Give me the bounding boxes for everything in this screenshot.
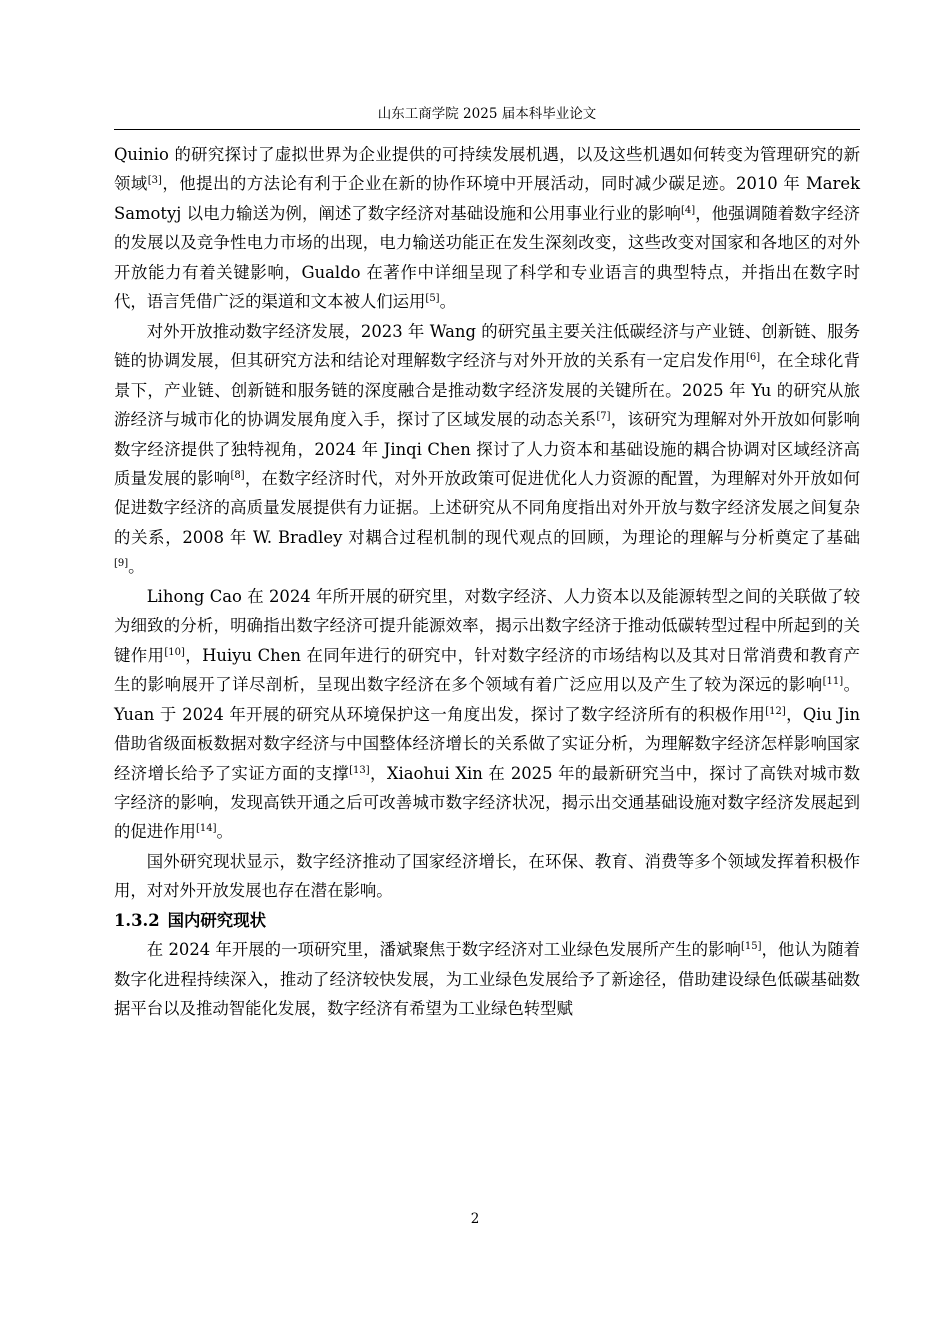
running-header: 山东工商学院 2025 届本科毕业论文 — [377, 106, 597, 122]
citation-marker: [11] — [822, 676, 844, 688]
page-number: 2 — [470, 1211, 480, 1227]
paragraph-text: 。Yuan 于 2024 年开展的研究从环境保护这一角度出发，探讨了数字经济所有的积极作用 — [114, 675, 861, 724]
paragraph-text: ，Qiu Jin 借助省级面板数据对数字经济与中国整体经济增长的关系做了实证分析，为理解数字经济怎样影响国家经济增长给予了实证方面的支撑 — [114, 704, 860, 783]
paragraph-text: 。 — [439, 292, 456, 312]
citation-marker: [7] — [596, 411, 611, 423]
paragraph-text: ，他强调随着数字经济的发展以及竞争性电力市场的出现，电力输送功能正在发生深刻改变，这些改变对国家和各地区的对外开放能力有着关键影响，Gualdo 在著作中详细呈现了科学和专业语言的典型特点，并指出在数字时代，语言凭借广泛的渠道和文本被人们运用 — [114, 203, 860, 312]
section-number: 1.3.2 — [114, 910, 160, 930]
paragraph-text: 。 — [216, 822, 233, 842]
paragraph-text: Quinio 的研究探讨了虚拟世界为企业提供的可持续发展机遇，以及这些机遇如何转变为管理研究的新领域 — [114, 145, 860, 194]
paragraph-text: 对外开放推动数字经济发展，2023 年 Wang 的研究虽主要关注低碳经济与产业链、创新链、服务链的协调发展，但其研究方法和结论对理解数字经济与对外开放的关系有一定启发作用 — [114, 321, 860, 371]
paragraph-text: Lihong Cao 在 2024 年所开展的研究里，对数字经济、人力资本以及能源转型之间的关联做了较为细致的分析，明确指出数字经济可提升能源效率，揭示出数字经济于推动低碳转型过程中所起到的关键作用 — [114, 586, 860, 665]
body-paragraph — [114, 935, 860, 1023]
paragraph-text: ，Huiyu Chen 在同年进行的研究中，针对数字经济的市场结构以及其对日常消费和教育产生的影响展开了详尽剖析，呈现出数字经济在多个领域有着广泛应用以及产生了较为深远的影响 — [114, 645, 861, 695]
citation-marker: [15] — [740, 941, 762, 953]
paragraph-text: 国外研究现状显示，数字经济推动了国家经济增长，在环保、教育、消费等多个领域发挥着积极作用，对对外开放发展也存在潜在影响。 — [114, 851, 860, 901]
body-paragraph — [114, 317, 860, 582]
citation-marker: [6] — [746, 352, 761, 364]
citation-marker: [3] — [147, 175, 162, 187]
citation-marker: [8] — [230, 469, 245, 481]
body-paragraph — [114, 847, 860, 906]
paragraph-text: ，在全球化背景下，产业链、创新链和服务链的深度融合是推动数字经济发展的关键所在。2025 年 Yu 的研究从旅游经济与城市化的协调发展角度入手，探讨了区域发展的动态关系 — [114, 351, 860, 430]
citation-marker: [4] — [681, 204, 696, 216]
paragraph-text: 在 2024 年开展的一项研究里，潘斌聚焦于数字经济对工业绿色发展所产生的影响 — [146, 940, 741, 960]
citation-marker: [14] — [195, 823, 217, 835]
document-body — [114, 140, 860, 1024]
citation-marker: [5] — [425, 293, 440, 305]
citation-marker: [13] — [349, 764, 370, 776]
paragraphs-before-section — [114, 140, 860, 906]
paragraph-text: ，Xiaohui Xin 在 2025 年的最新研究当中，探讨了高铁对城市数字经济的影响，发现高铁开通之后可改善城市数字经济状况，揭示出交通基础设施对数字经济发展起到的促进作用 — [114, 763, 860, 842]
section-title: 国内研究现状 — [167, 910, 266, 930]
paragraphs-after-section — [114, 935, 860, 1023]
citation-marker: [10] — [164, 646, 185, 658]
body-paragraph — [114, 582, 860, 847]
header-divider — [114, 129, 860, 130]
paragraph-text: ，他认为随着数字化进程持续深入，推动了经济较快发展，为工业绿色发展给予了新途径，借助建设绿色低碳基础数据平台以及推动智能化发展，数字经济有希望为工业绿色转型赋 — [114, 940, 861, 1019]
body-paragraph — [114, 140, 860, 317]
section-heading — [114, 906, 860, 935]
citation-marker: [9] — [114, 558, 129, 570]
paragraph-text: 。 — [128, 557, 145, 577]
paragraph-text: ，他提出的方法论有利于企业在新的协作环境中开展活动，同时减少碳足迹。2010 年 Marek Samotyj 以电力输送为例，阐述了数字经济对基础设施和公用事业行业的影响 — [114, 174, 861, 223]
paragraph-text: ，该研究为理解对外开放如何影响数字经济提供了独特视角，2024 年 Jinqi Chen 探讨了人力资本和基础设施的耦合协调对区域经济高质量发展的影响 — [114, 410, 861, 488]
citation-marker: [12] — [765, 705, 786, 717]
paragraph-text: ，在数字经济时代，对外开放政策可促进优化人力资源的配置，为理解对外开放如何促进数字经济的高质量发展提供有力证据。上述研究从不同角度指出对外开放与数字经济发展之间复杂的关系，2008 年 W. Bradley 对耦合过程机制的现代观点的回顾，为理论的理解与分析奠定了基础 — [114, 468, 861, 547]
